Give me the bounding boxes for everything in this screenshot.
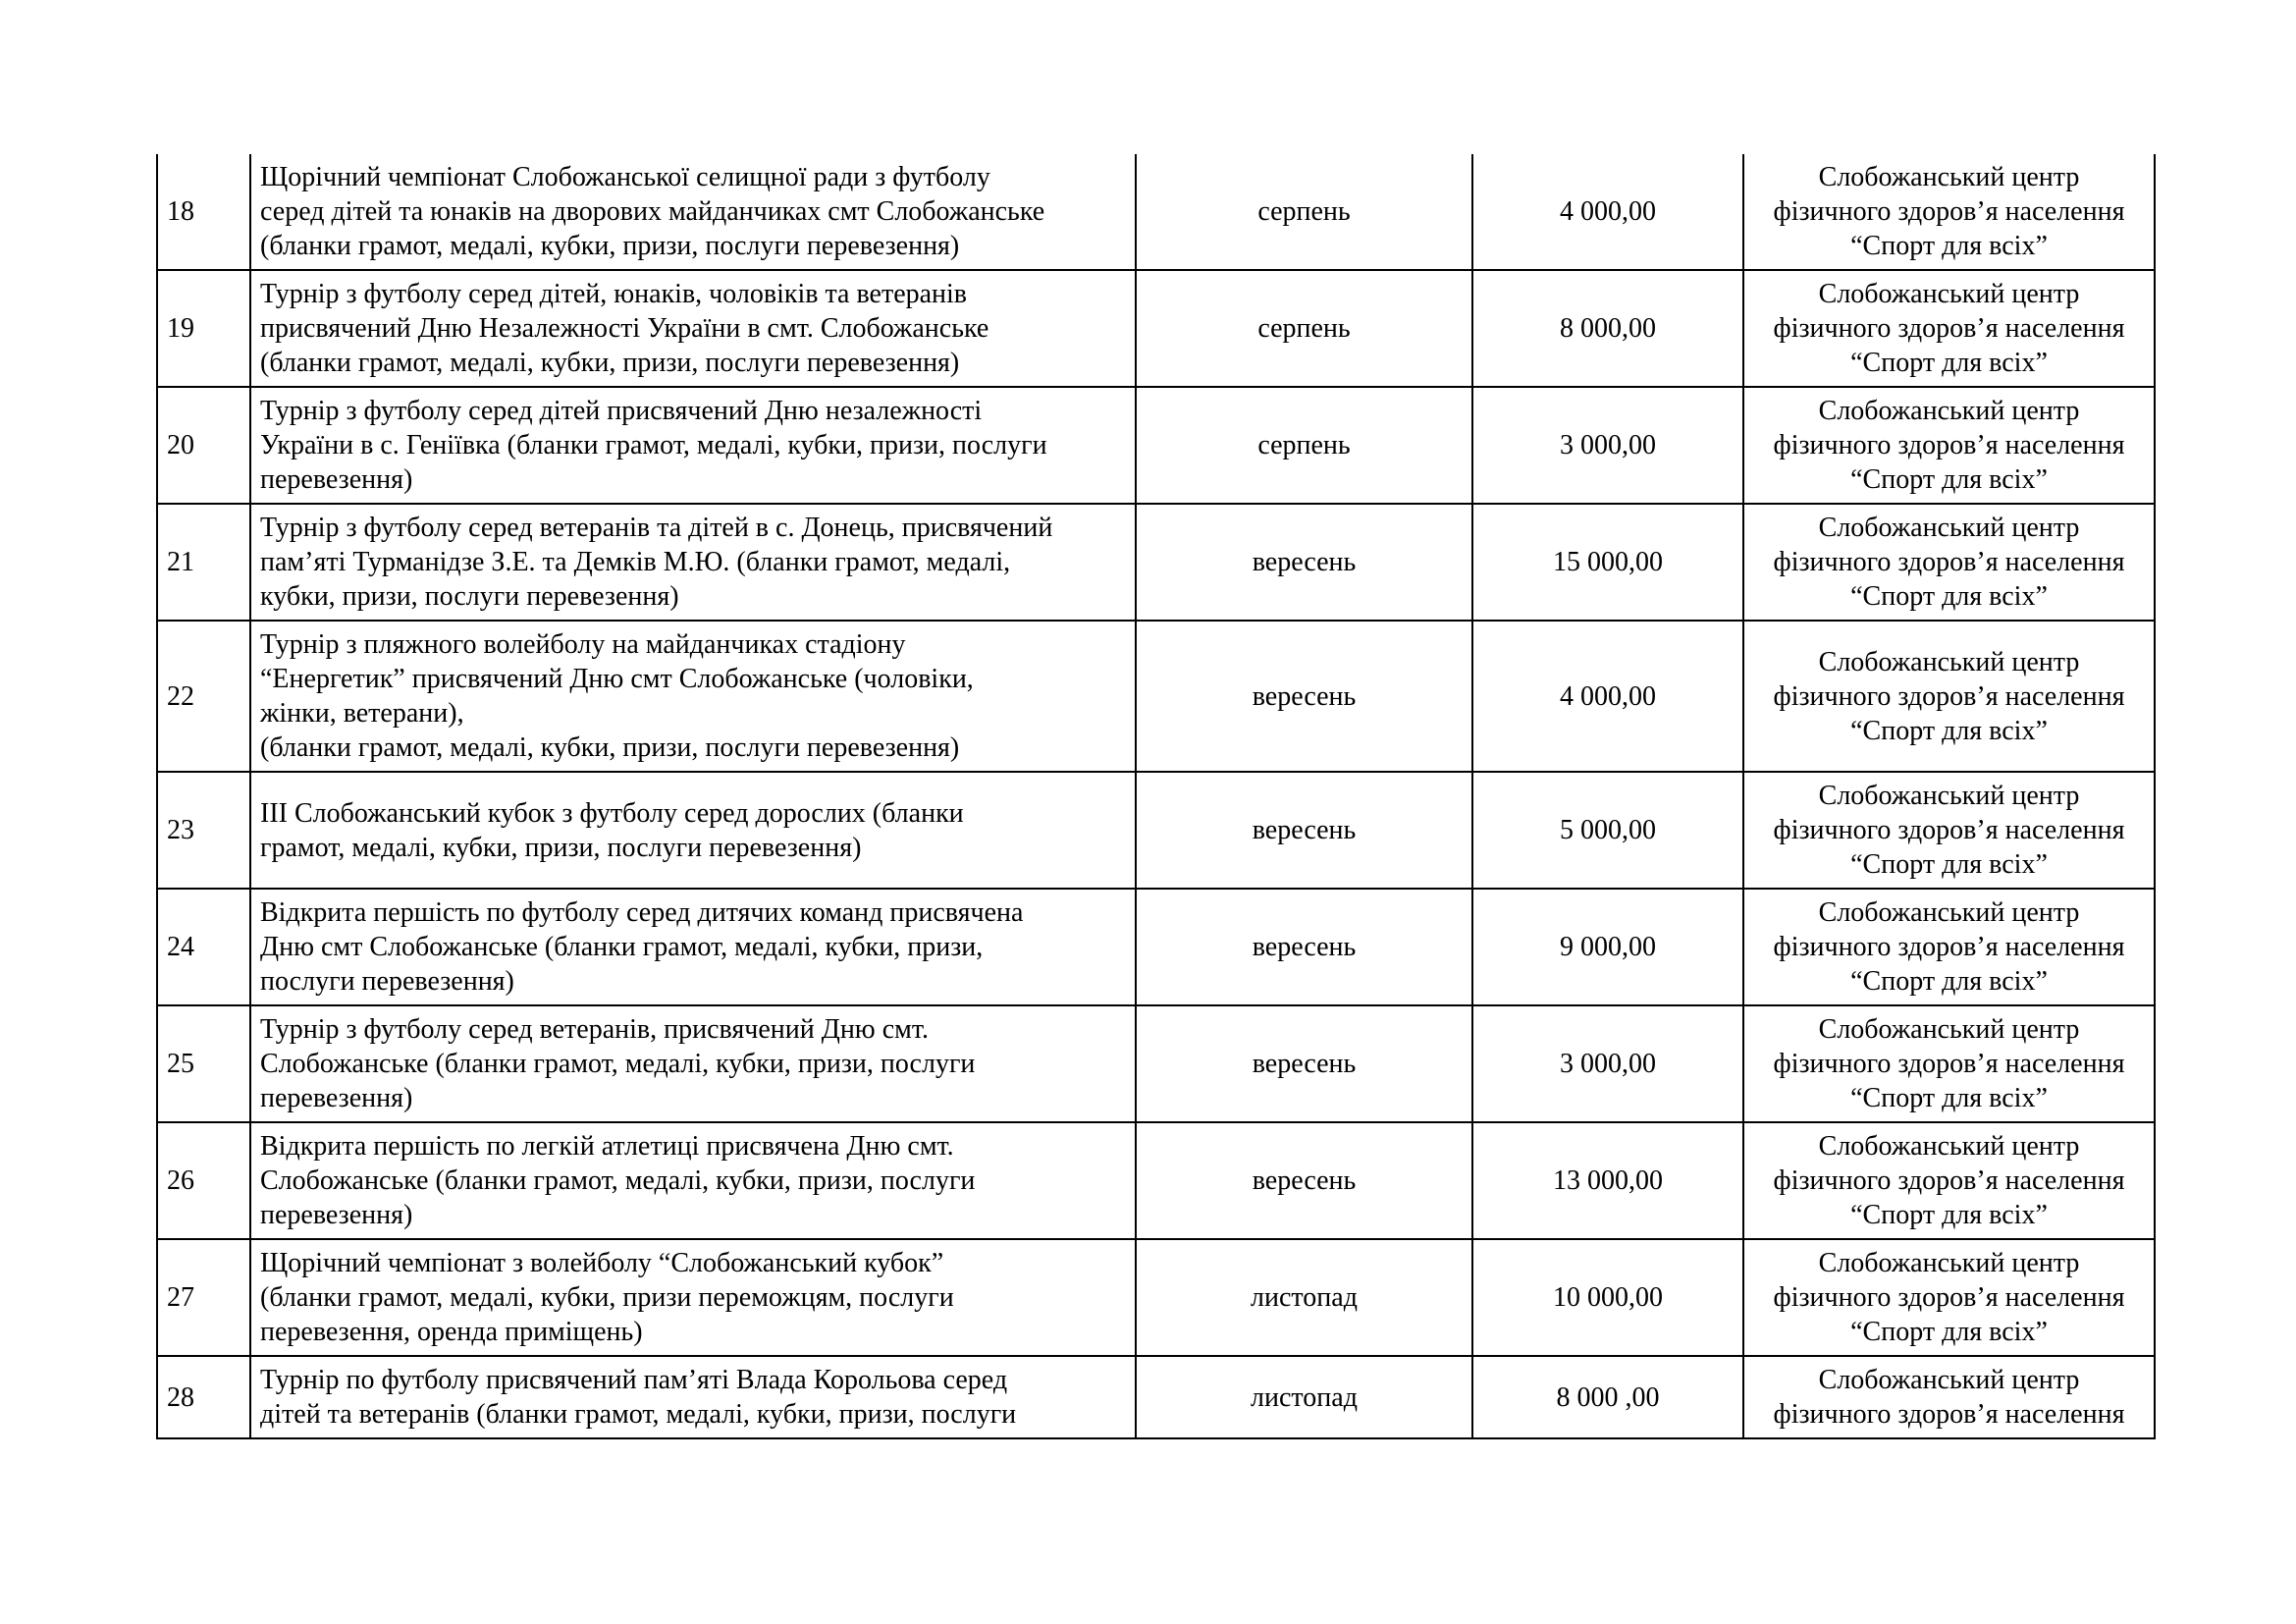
event-amount: 9 000,00 <box>1472 889 1743 1005</box>
event-amount: 8 000 ,00 <box>1472 1356 1743 1438</box>
event-month: вересень <box>1136 504 1472 621</box>
row-number: 20 <box>157 387 250 504</box>
row-number: 23 <box>157 772 250 889</box>
event-description: Щорічний чемпіонат Слобожанської селищної ради з футболу серед дітей та юнаків на дворових майданчиках смт Слобожанське (бланки грамот, медалі, кубки, призи, послуги перевезення) <box>250 154 1136 270</box>
event-month: вересень <box>1136 1005 1472 1122</box>
table-row <box>157 387 2155 504</box>
event-description: Турнір з футболу серед ветеранів, присвячений Дню смт. Слобожанське (бланки грамот, медалі, кубки, призи, послуги перевезення) <box>250 1005 1136 1122</box>
row-number: 22 <box>157 621 250 772</box>
event-description: Щорічний чемпіонат з волейболу “Слобожанський кубок” (бланки грамот, медалі, кубки, призи переможцям, послуги перевезення, оренда приміщень) <box>250 1239 1136 1356</box>
events-table <box>156 154 2156 1439</box>
row-number: 24 <box>157 889 250 1005</box>
row-number: 25 <box>157 1005 250 1122</box>
event-organizer: Слобожанський центр фізичного здоров’я населення “Спорт для всіх” <box>1743 154 2155 270</box>
event-organizer: Слобожанський центр фізичного здоров’я населення “Спорт для всіх” <box>1743 504 2155 621</box>
event-month: серпень <box>1136 154 1472 270</box>
event-description: Турнір з футболу серед дітей присвячений Дню незалежності України в с. Геніївка (бланки грамот, медалі, кубки, призи, послуги перевезення) <box>250 387 1136 504</box>
event-organizer: Слобожанський центр фізичного здоров’я населення “Спорт для всіх” <box>1743 889 2155 1005</box>
event-amount: 4 000,00 <box>1472 621 1743 772</box>
row-number: 26 <box>157 1122 250 1239</box>
event-description: Турнір з футболу серед ветеранів та дітей в с. Донець, присвячений пам’яті Турманідзе З.Е. та Демків М.Ю. (бланки грамот, медалі, кубки, призи, послуги перевезення) <box>250 504 1136 621</box>
table-row <box>157 1122 2155 1239</box>
row-number: 28 <box>157 1356 250 1438</box>
event-organizer: Слобожанський центр фізичного здоров’я населення “Спорт для всіх” <box>1743 1239 2155 1356</box>
table-row <box>157 154 2155 270</box>
table-row <box>157 772 2155 889</box>
table-row <box>157 621 2155 772</box>
event-month: серпень <box>1136 387 1472 504</box>
table-row <box>157 1239 2155 1356</box>
event-amount: 3 000,00 <box>1472 1005 1743 1122</box>
event-amount: 13 000,00 <box>1472 1122 1743 1239</box>
event-month: вересень <box>1136 772 1472 889</box>
row-number: 27 <box>157 1239 250 1356</box>
event-month: вересень <box>1136 621 1472 772</box>
table-row <box>157 1356 2155 1438</box>
event-description: Турнір з футболу серед дітей, юнаків, чоловіків та ветеранів присвячений Дню Незалежності України в смт. Слобожанське (бланки грамот, медалі, кубки, призи, послуги перевезення) <box>250 270 1136 387</box>
event-description: Відкрита першість по футболу серед дитячих команд присвячена Дню смт Слобожанське (бланки грамот, медалі, кубки, призи, послуги перевезення) <box>250 889 1136 1005</box>
event-amount: 10 000,00 <box>1472 1239 1743 1356</box>
event-amount: 3 000,00 <box>1472 387 1743 504</box>
event-amount: 4 000,00 <box>1472 154 1743 270</box>
event-organizer: Слобожанський центр фізичного здоров’я населення “Спорт для всіх” <box>1743 1122 2155 1239</box>
row-number: 21 <box>157 504 250 621</box>
event-month: вересень <box>1136 889 1472 1005</box>
event-description: Відкрита першість по легкій атлетиці присвячена Дню смт. Слобожанське (бланки грамот, медалі, кубки, призи, послуги перевезення) <box>250 1122 1136 1239</box>
event-month: вересень <box>1136 1122 1472 1239</box>
event-month: листопад <box>1136 1356 1472 1438</box>
event-month: листопад <box>1136 1239 1472 1356</box>
event-organizer: Слобожанський центр фізичного здоров’я населення “Спорт для всіх” <box>1743 1005 2155 1122</box>
table-row <box>157 889 2155 1005</box>
event-description: ІІІ Слобожанський кубок з футболу серед дорослих (бланки грамот, медалі, кубки, призи, послуги перевезення) <box>250 772 1136 889</box>
table-row <box>157 270 2155 387</box>
event-organizer: Слобожанський центр фізичного здоров’я населення “Спорт для всіх” <box>1743 772 2155 889</box>
row-number: 19 <box>157 270 250 387</box>
event-organizer: Слобожанський центр фізичного здоров’я населення “Спорт для всіх” <box>1743 270 2155 387</box>
event-amount: 5 000,00 <box>1472 772 1743 889</box>
event-month: серпень <box>1136 270 1472 387</box>
row-number: 18 <box>157 154 250 270</box>
event-description: Турнір з пляжного волейболу на майданчиках стадіону “Енергетик” присвячений Дню смт Слобожанське (чоловіки, жінки, ветерани), (бланки грамот, медалі, кубки, призи, послуги перевезення) <box>250 621 1136 772</box>
event-organizer: Слобожанський центр фізичного здоров’я населення <box>1743 1356 2155 1438</box>
event-amount: 15 000,00 <box>1472 504 1743 621</box>
table-row <box>157 1005 2155 1122</box>
event-organizer: Слобожанський центр фізичного здоров’я населення “Спорт для всіх” <box>1743 387 2155 504</box>
table-row <box>157 504 2155 621</box>
event-description: Турнір по футболу присвячений пам’яті Влада Корольова серед дітей та ветеранів (бланки грамот, медалі, кубки, призи, послуги <box>250 1356 1136 1438</box>
event-amount: 8 000,00 <box>1472 270 1743 387</box>
event-organizer: Слобожанський центр фізичного здоров’я населення “Спорт для всіх” <box>1743 621 2155 772</box>
